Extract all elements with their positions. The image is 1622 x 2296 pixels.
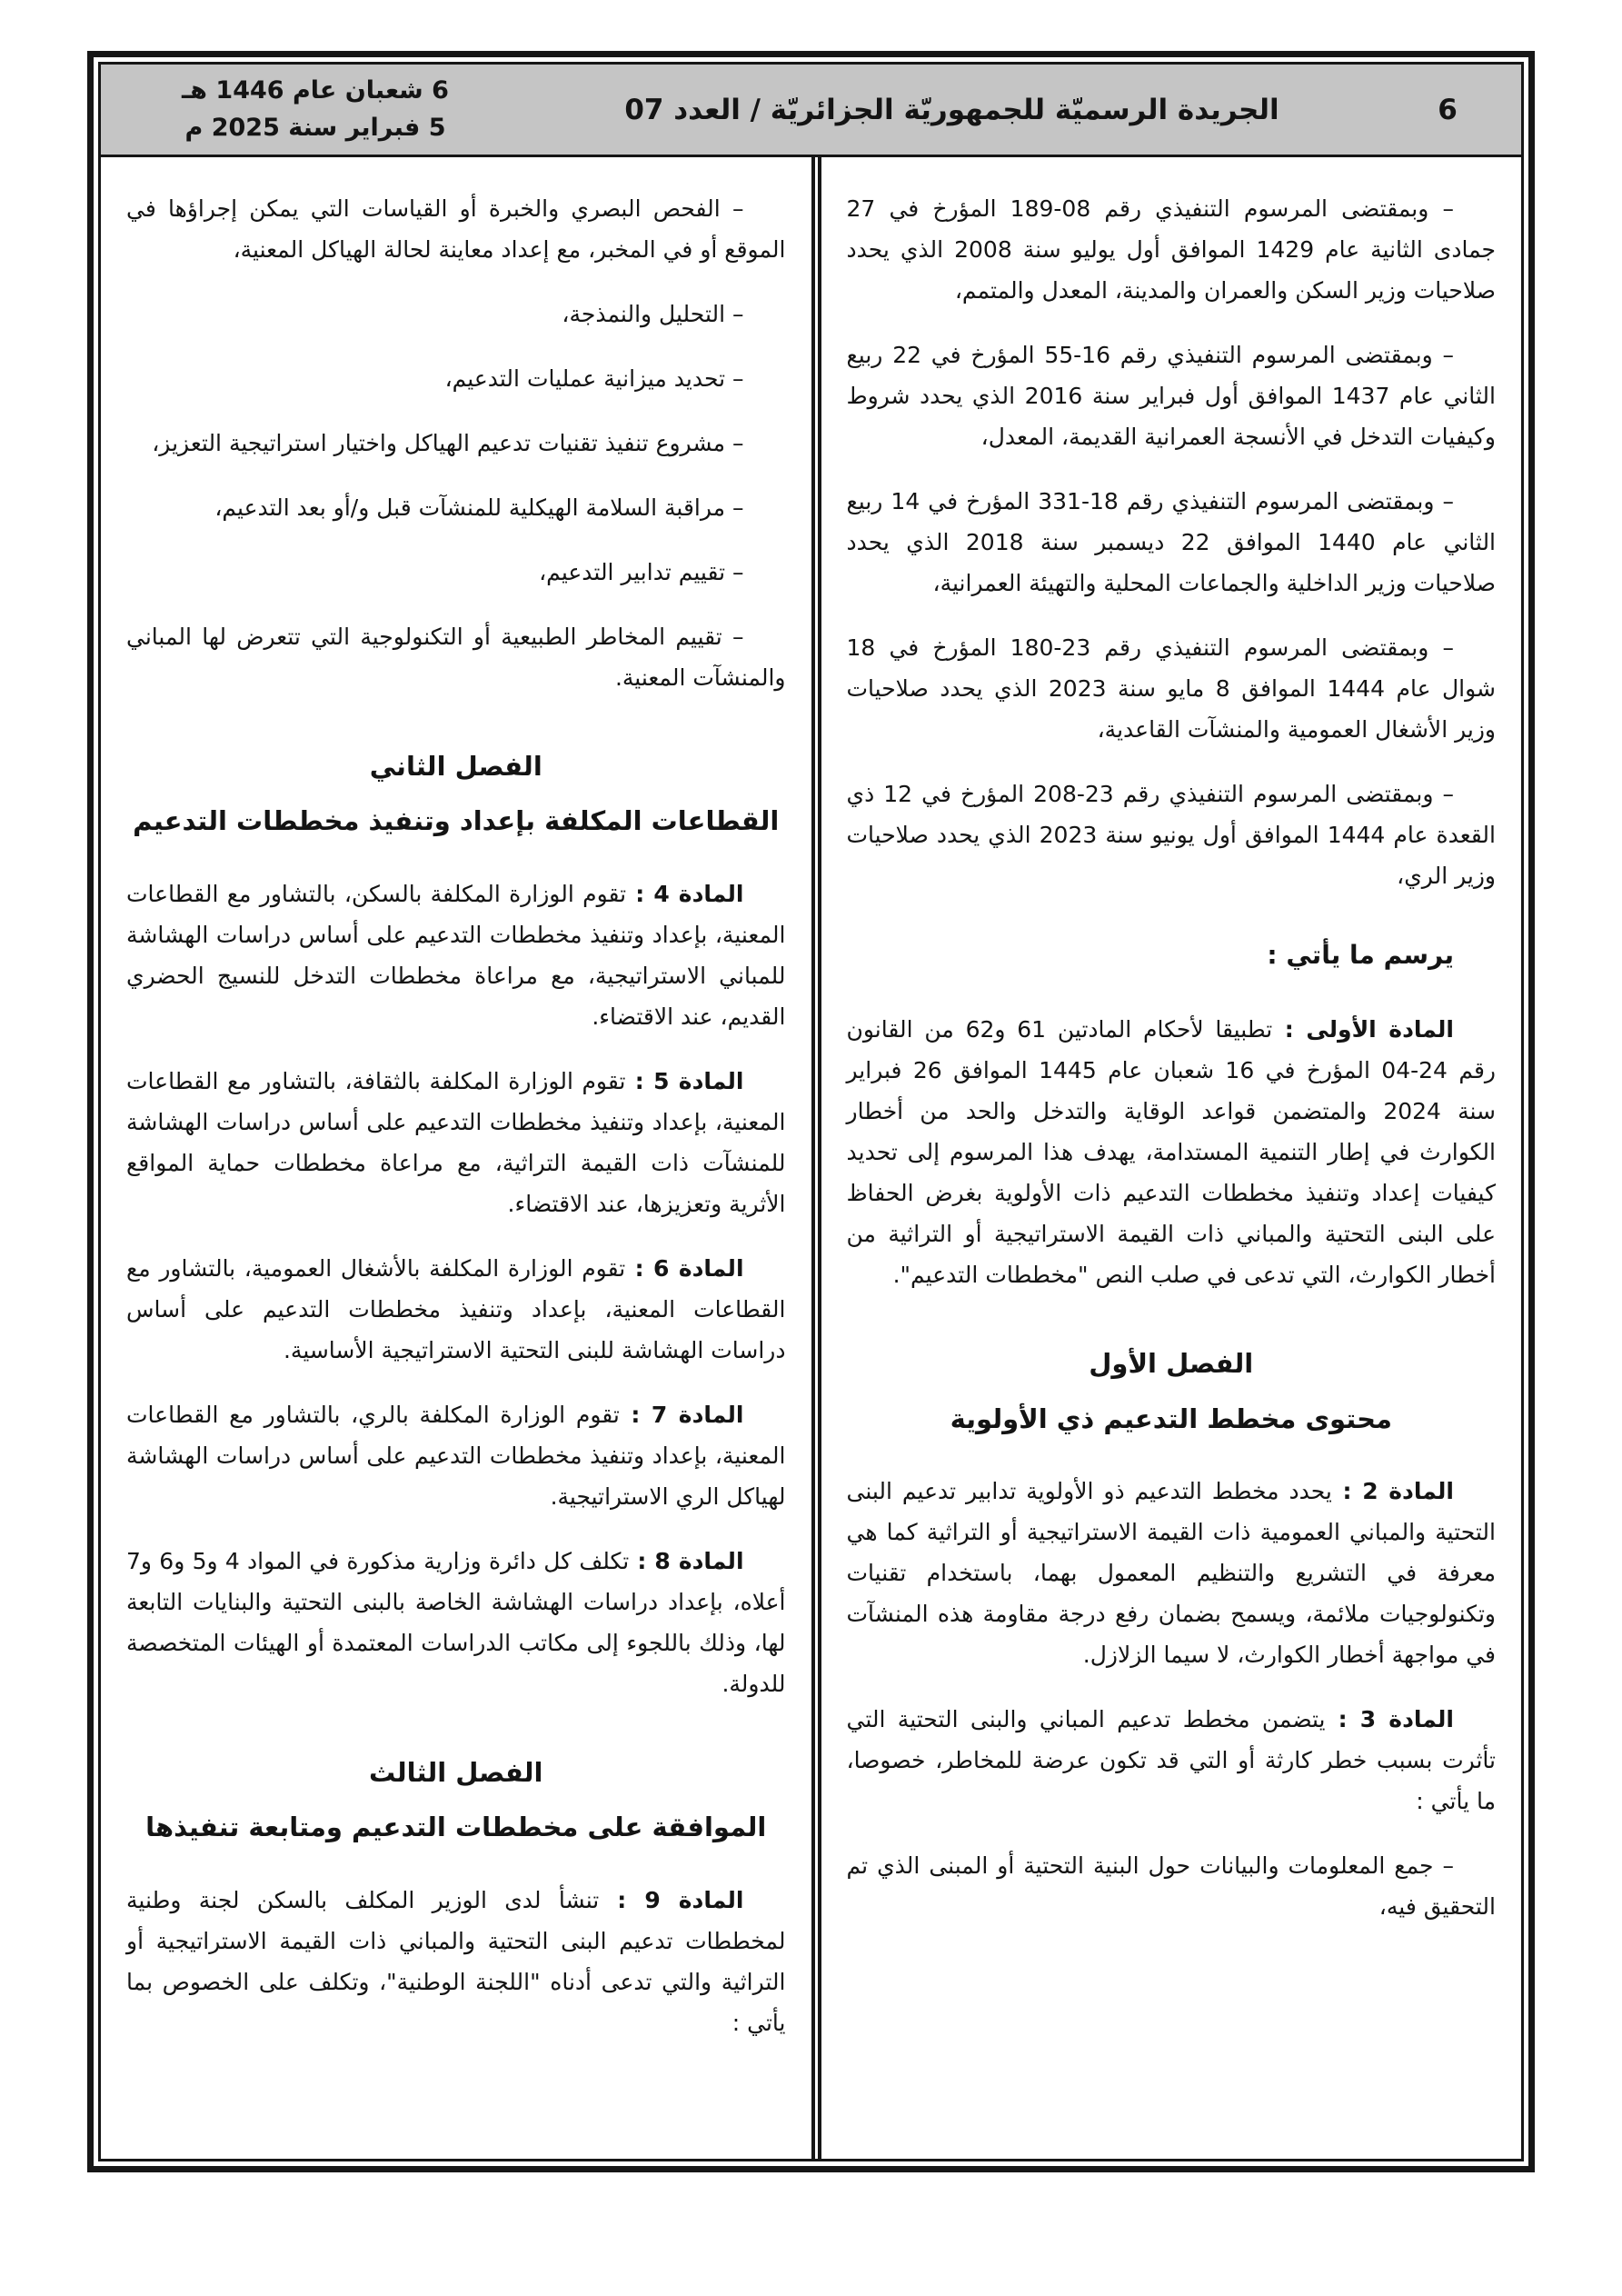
- page-inner-frame: [98, 62, 1524, 2161]
- article-paragraph: المادة 3 : يتضمن مخطط تدعيم المباني والبنى التحتية التي تأثرت بسبب خطر كارثة أو التي قد تكون عرضة للمخاطر، خصوصا، ما يأتي :: [846, 1706, 1496, 1815]
- list-item-paragraph: – التحليل والنمذجة،: [562, 301, 744, 327]
- list-item-paragraph: – الفحص البصري والخبرة أو القياسات التي يمكن إجراؤها في الموقع أو في المخبر، مع إعداد معاينة لحالة الهياكل المعنية،: [126, 195, 786, 263]
- article-paragraph: المادة 5 : تقوم الوزارة المكلفة بالثقافة، بالتشاور مع القطاعات المعنية، بإعداد وتنفيذ مخططات التدعيم على أساس دراسات الهشاشة للمنشآت ذات القيمة التراثية، مع مراعاة مخططات حماية المواقع الأثرية وتعزيزها، عند الاقتضاء.: [126, 1067, 786, 1217]
- page-number: 6: [1438, 93, 1458, 126]
- chapter-heading: الفصل الثالث: [369, 1756, 543, 1788]
- chapter-heading: الفصل الأول: [1089, 1348, 1254, 1380]
- date-hijri: 6 شعبان عام 1446 هـ: [182, 76, 449, 105]
- column-left: [101, 157, 811, 2159]
- article-paragraph: المادة 4 : تقوم الوزارة المكلفة بالسكن، بالتشاور مع القطاعات المعنية، بإعداد وتنفيذ مخططات التدعيم على أساس دراسات الهشاشة للمباني الاستراتيجية، مع مراعاة مخططات التدخل للنسيج الحضري القديم، عند الاقتضاء.: [126, 880, 786, 1030]
- article-paragraph: المادة 8 : تكلف كل دائرة وزارية مذكورة في المواد 4 و5 و6 و7 أعلاه، بإعداد دراسات الهشاشة الخاصة بالبنى التحتية والبنايات التابعة لها، وذلك باللجوء إلى مكاتب الدراسات المعتمدة أو الهيئات المتخصصة للدولة.: [126, 1547, 786, 1697]
- article-number: المادة 9 :: [599, 1886, 744, 1913]
- chapter-title: الموافقة على مخططات التدعيم ومتابعة تنفيذها: [145, 1812, 767, 1843]
- list-item-paragraph: – تقييم المخاطر الطبيعية أو التكنولوجية التي تتعرض لها المباني والمنشآت المعنية.: [126, 624, 786, 691]
- article-number: المادة الأولى :: [1272, 1016, 1454, 1043]
- chapter-title: محتوى مخطط التدعيم ذي الأولوية: [950, 1403, 1392, 1434]
- article-number: المادة 2 :: [1331, 1478, 1454, 1505]
- list-item-paragraph: – تحديد ميزانية عمليات التدعيم،: [444, 365, 744, 392]
- article-paragraph: المادة 9 : تنشأ لدى الوزير المكلف بالسكن لجنة وطنية لمخططات تدعيم البنى التحتية والمباني ذات القيمة الاستراتيجية أو التراثية والتي تدعى أدناه "اللجنة الوطنية"، وتكلف على الخصوص بما يأتي :: [126, 1886, 786, 2036]
- list-item-paragraph: – وبمقتضى المرسوم التنفيذي رقم 18-331 المؤرخ في 14 ربيع الثاني عام 1440 الموافق 22 ديسمبر سنة 2018 الذي يحدد صلاحيات وزير الداخلية والجماعات المحلية والتهيئة العمرانية،: [846, 488, 1497, 596]
- chapter-title: القطاعات المكلفة بإعداد وتنفيذ مخططات التدعيم: [133, 805, 780, 837]
- list-item-paragraph: – وبمقتضى المرسوم التنفيذي رقم 23-180 المؤرخ في 18 شوال عام 1444 الموافق 8 مايو سنة 2023 الذي يحدد صلاحيات وزير الأشغال العمومية والمنشآت القاعدية،: [846, 634, 1496, 743]
- article-number: المادة 8 :: [629, 1547, 744, 1574]
- list-item-paragraph: – مشروع تنفيذ تقنيات تدعيم الهياكل واختيار استراتيجية التعزيز،: [152, 430, 744, 456]
- list-item-paragraph: – جمع المعلومات والبيانات حول البنية التحتية أو المبنى الذي تم التحقيق فيه،: [846, 1852, 1496, 1921]
- page-frame: [87, 51, 1535, 2172]
- article-number: المادة 4 :: [626, 880, 744, 907]
- article-number: المادة 3 :: [1325, 1706, 1455, 1733]
- article-number: المادة 5 :: [625, 1067, 744, 1094]
- list-item-paragraph: – وبمقتضى المرسوم التنفيذي رقم 08-189 المؤرخ في 27 جمادى الثانية عام 1429 الموافق أول يوليو سنة 2008 الذي يحدد صلاحيات وزير السكن والعمران والمدينة، المعدل والمتمم،: [846, 195, 1496, 304]
- article-number: المادة 6 :: [625, 1254, 744, 1282]
- text-columns: [101, 157, 1521, 2159]
- decree-formula: يرسم ما يأتي :: [1267, 940, 1454, 970]
- article-paragraph: المادة الأولى : تطبيقا لأحكام المادتين 61 و62 من القانون رقم 24-04 المؤرخ في 16 شعبان عام 1445 الموافق 26 فبراير سنة 2024 والمتضمن قواعد الوقاية والتدخل والحد من أخطار الكوارث في إطار التنمية المستدامة، يهدف هذا المرسوم إلى تحديد كيفيات إعداد وتنفيذ مخططات التدعيم ذات الأولوية بغرض الحفاظ على البنى التحتية والمباني ذات القيمة الاستراتيجية أو التراثية من أخطار الكوارث، التي تدعى في صلب النص "مخططات التدعيم".: [846, 1016, 1496, 1289]
- date-gregorian: 5 فبراير سنة 2025 م: [184, 113, 446, 142]
- issue-dates: [124, 73, 506, 146]
- list-item-paragraph: – تقييم تدابير التدعيم،: [539, 559, 744, 585]
- article-paragraph: المادة 7 : تقوم الوزارة المكلفة بالري، بالتشاور مع القطاعات المعنية، بإعداد وتنفيذ مخططات التدعيم على أساس دراسات الهشاشة لهياكل الري الاستراتيجية.: [126, 1401, 786, 1510]
- list-item-paragraph: – مراقبة السلامة الهيكلية للمنشآت قبل و/أو بعد التدعيم،: [214, 494, 744, 521]
- chapter-heading: الفصل الثاني: [369, 751, 542, 782]
- list-item-paragraph: – وبمقتضى المرسوم التنفيذي رقم 23-208 المؤرخ في 12 ذي القعدة عام 1444 الموافق أول يونيو سنة 2023 الذي يحدد صلاحيات وزير الري،: [846, 781, 1496, 889]
- article-number: المادة 7 :: [619, 1401, 744, 1428]
- list-item-paragraph: – وبمقتضى المرسوم التنفيذي رقم 16-55 المؤرخ في 22 ربيع الثاني عام 1437 الموافق أول فبراير سنة 2016 الذي يحدد شروط وكيفيات التدخل في الأنسجة العمرانية القديمة، المعدل،: [846, 342, 1496, 450]
- article-paragraph: المادة 6 : تقوم الوزارة المكلفة بالأشغال العمومية، بالتشاور مع القطاعات المعنية، بإعداد وتنفيذ مخططات التدعيم على أساس دراسات الهشاشة للبنى التحتية الاستراتيجية الأساسية.: [126, 1254, 786, 1363]
- article-paragraph: المادة 2 : يحدد مخطط التدعيم ذو الأولوية تدابير تدعيم البنى التحتية والمباني العمومية ذات القيمة الاستراتيجية أو التراثية كما هي معرفة في التشريع والتنظيم المعمول بهما، باستخدام تقنيات وتكنولوجيات ملائمة، ويسمح بضمان رفع درجة مقاومة هذه المنشآت في مواجهة أخطار الكوارث، لا سيما الزلازل.: [846, 1478, 1496, 1669]
- gazette-title: الجريدة الرسميّة للجمهوريّة الجزائريّة / العدد 07: [624, 93, 1279, 126]
- masthead: [101, 65, 1521, 157]
- column-right: [811, 157, 1522, 2159]
